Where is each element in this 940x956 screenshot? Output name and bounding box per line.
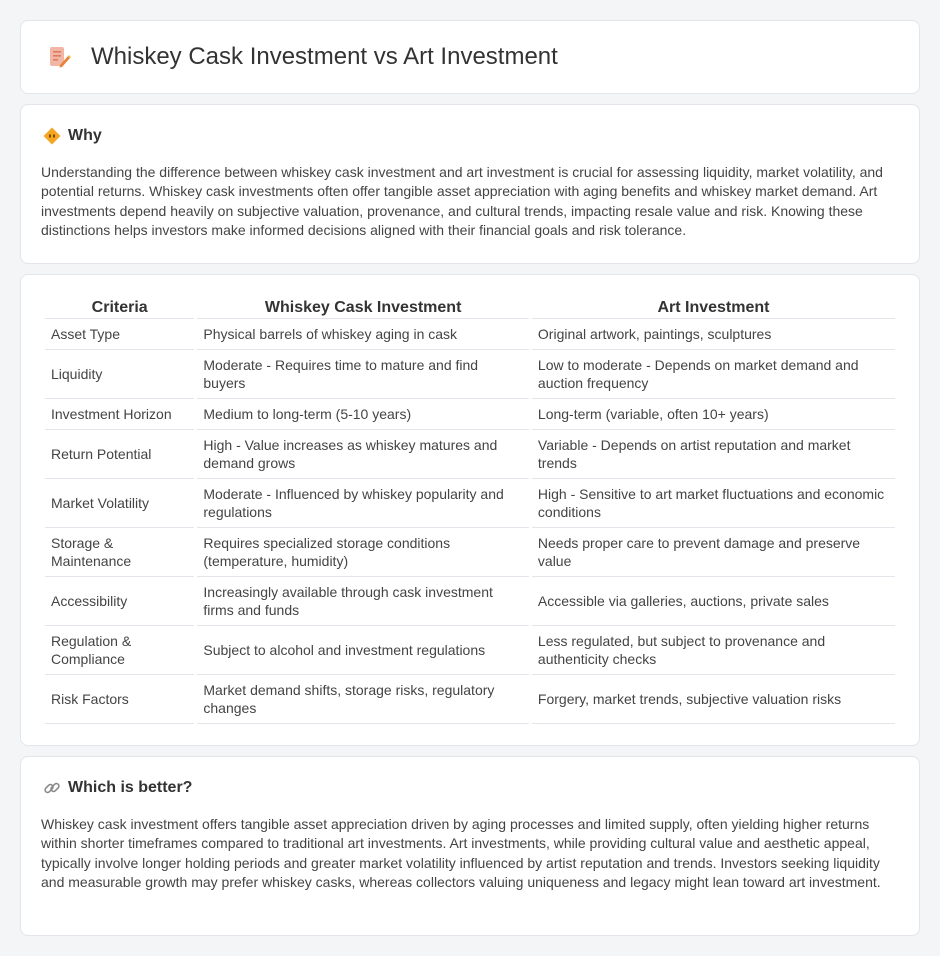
why-title: Why: [68, 127, 102, 144]
whiskey-cell: Physical barrels of whiskey aging in cask: [197, 319, 529, 350]
art-cell: Long-term (variable, often 10+ years): [532, 399, 895, 430]
which-better-section: [20, 756, 920, 936]
whiskey-cell: Requires specialized storage conditions (temperature, humidity): [197, 528, 529, 577]
link-icon: [43, 779, 61, 797]
art-cell: Original artwork, paintings, sculptures: [532, 319, 895, 350]
table-row: [45, 319, 895, 350]
criteria-cell: Investment Horizon: [45, 399, 194, 430]
table-row: [45, 399, 895, 430]
why-section: [20, 104, 920, 264]
header-card: [20, 20, 920, 94]
criteria-cell: Asset Type: [45, 319, 194, 350]
art-cell: Less regulated, but subject to provenance and authenticity checks: [532, 626, 895, 675]
page-title: Whiskey Cask Investment vs Art Investment: [91, 43, 558, 70]
art-cell: Variable - Depends on artist reputation and market trends: [532, 430, 895, 479]
whiskey-cell: Increasingly available through cask investment firms and funds: [197, 577, 529, 626]
header-art: Art Investment: [532, 297, 895, 319]
criteria-cell: Regulation & Compliance: [45, 626, 194, 675]
art-cell: High - Sensitive to art market fluctuations and economic conditions: [532, 479, 895, 528]
table-row: [45, 479, 895, 528]
which-better-title: Which is better?: [68, 779, 193, 796]
criteria-cell: Market Volatility: [45, 479, 194, 528]
which-better-text: Whiskey cask investment offers tangible asset appreciation driven by aging processes and limited supply, often yielding higher returns within shorter timeframes compared to traditional art investments. Art investments, while providing cultural value and aesthetic appeal, typically involve longer holding periods and greater market volatility influenced by artist reputation and trends. Investors seeking liquidity and measurable growth may prefer whiskey casks, whereas collectors valuing uniqueness and legacy might lean toward art investment.: [41, 816, 881, 891]
art-cell: Needs proper care to prevent damage and preserve value: [532, 528, 895, 577]
criteria-cell: Liquidity: [45, 350, 194, 399]
table-row: [45, 528, 895, 577]
table-row: [45, 350, 895, 399]
whiskey-cell: Moderate - Influenced by whiskey popularity and regulations: [197, 479, 529, 528]
criteria-cell: Storage & Maintenance: [45, 528, 194, 577]
table-row: [45, 430, 895, 479]
art-cell: Accessible via galleries, auctions, private sales: [532, 577, 895, 626]
table-row: [45, 577, 895, 626]
criteria-cell: Risk Factors: [45, 675, 194, 724]
whiskey-cell: Subject to alcohol and investment regulations: [197, 626, 529, 675]
table-row: [45, 675, 895, 724]
art-cell: Forgery, market trends, subjective valuation risks: [532, 675, 895, 724]
criteria-cell: Return Potential: [45, 430, 194, 479]
table-row: [45, 626, 895, 675]
whiskey-cell: Medium to long-term (5-10 years): [197, 399, 529, 430]
comparison-card: [20, 274, 920, 746]
diamond-sign-icon: [43, 127, 61, 145]
criteria-cell: Accessibility: [45, 577, 194, 626]
why-text: Understanding the difference between whiskey cask investment and art investment is crucial for assessing liquidity, market volatility, and potential returns. Whiskey cask investments often offer tangible asset appreciation with aging benefits and whiskey market demand. Art investments depend heavily on subjective valuation, provenance, and cultural trends, impacting resale value and risk. Knowing these distinctions helps investors make informed decisions aligned with their financial goals and risk tolerance.: [41, 164, 883, 239]
document-pencil-icon: [47, 45, 71, 69]
header-whiskey: Whiskey Cask Investment: [197, 297, 529, 319]
whiskey-cell: High - Value increases as whiskey matures and demand grows: [197, 430, 529, 479]
art-cell: Low to moderate - Depends on market demand and auction frequency: [532, 350, 895, 399]
comparison-table: [42, 297, 898, 724]
header-criteria: Criteria: [45, 297, 194, 319]
whiskey-cell: Moderate - Requires time to mature and find buyers: [197, 350, 529, 399]
whiskey-cell: Market demand shifts, storage risks, regulatory changes: [197, 675, 529, 724]
